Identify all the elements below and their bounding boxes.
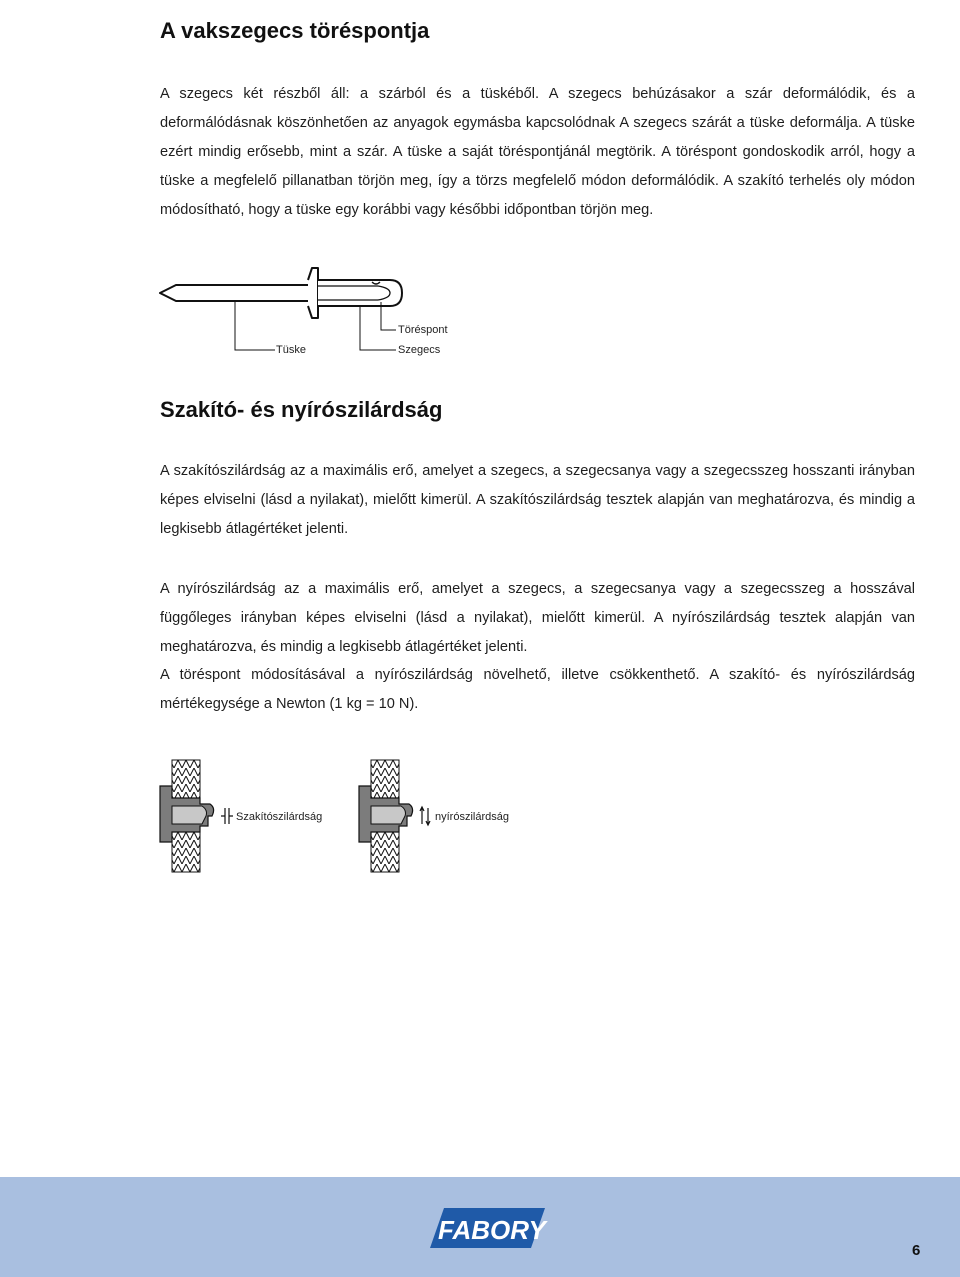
page-title: A vakszegecs töréspontja (160, 18, 430, 43)
shear-paragraph: A nyírószilárdság az a maximális erő, amelyet a szegecs, a szegecsanya vagy a szegecsszeg a hosszával függőleges irányban képes elviselni (lásd a nyilakat), mielőtt kimerül. A nyírószilárdság tesztek alapján van meghatározva, és mindig a legkisebb átlagértéket jelenti. (160, 581, 915, 655)
mandrel-leader-line (235, 301, 275, 350)
breakpoint-label: Töréspont (398, 324, 448, 336)
tensile-label: Szakítószilárdság (236, 811, 323, 823)
rivet-head-shape (308, 268, 318, 318)
breakpoint-note-paragraph: A töréspont módosításával a nyírószilárdság növelhető, illetve csökkenthető. A szakító- és nyírószilárdság mértékegysége a Newton (1 kg = 10 N). (160, 667, 915, 712)
body-label: Szegecs (398, 344, 441, 356)
tensile-arrow-icon (220, 806, 234, 826)
page-number: 6 (912, 1242, 921, 1259)
section-title: Szakító- és nyírószilárdság (160, 397, 443, 422)
fabory-logo (430, 1208, 545, 1266)
shear-label: nyírószilárdság (435, 811, 509, 823)
body-leader-line (360, 306, 396, 350)
shear-arrow-icon (418, 804, 432, 828)
intro-paragraph: A szegecs két részből áll: a szárból és a tüskéből. A szegecs behúzásakor a szár deformálódik, és a deformálódásnak köszönhetően az anyagok egymásba kapcsolódnak A szegecs szárát a tüske deformálja. A tüske ezért mindig erősebb, mint a szár. A tüske a saját töréspontjánál megtörik. A töréspont gondoskodik arról, hogy a tüske a megfelelő pillanatban törjön meg, így a törzs megfelelő módon deformálódik. A szakító terhelés oly módon módosítható, hogy a tüske egy korábbi vagy későbbi időpontban törjön meg. (160, 86, 915, 218)
tensile-paragraph: A szakítószilárdság az a maximális erő, amelyet a szegecs, a szegecsanya vagy a szegecsszeg hosszanti irányban képes elviselni (lásd a nyilakat), mielőtt kimerül. A szakítószilárdság tesztek alapján van meghatározva, és mindig a legkisebb átlagértéket jelenti. (160, 463, 915, 537)
mandrel-label: Tüske (276, 344, 306, 356)
logo-text: FABORY (438, 1215, 546, 1245)
